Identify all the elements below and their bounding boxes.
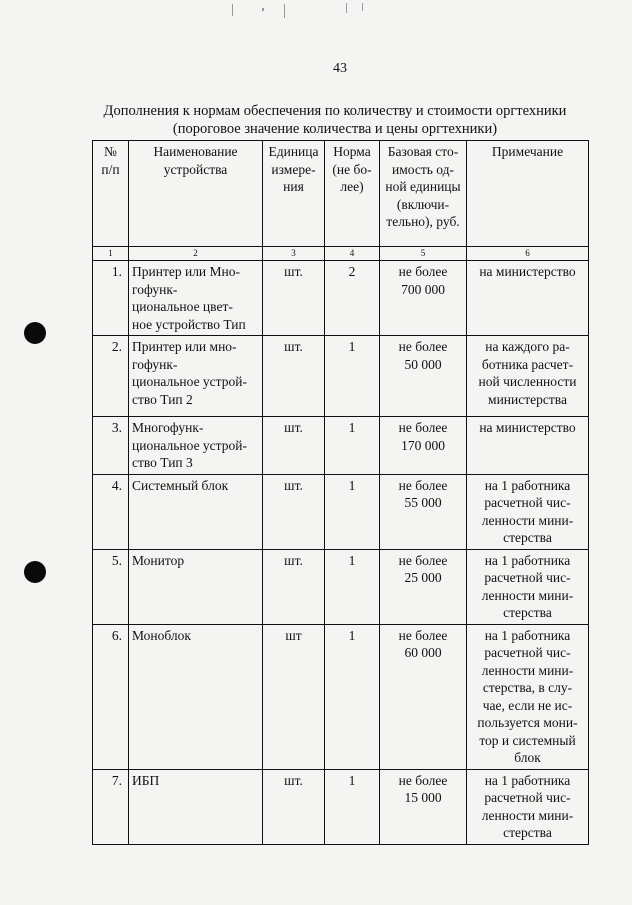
- norm-cell: 1: [325, 417, 380, 475]
- price-cell: не более 55 000: [380, 474, 467, 549]
- column-number-row: [93, 247, 589, 261]
- unit-cell: шт.: [263, 549, 325, 624]
- note-cell: на 1 работника расчетной чис- ленности мини- стерства: [467, 549, 589, 624]
- scan-mark: [362, 3, 363, 11]
- device-name: Принтер или Мно- гофунк- циональное цвет- ное устройство Тип: [129, 261, 263, 336]
- header-row: [93, 141, 589, 247]
- scan-mark: [284, 4, 285, 18]
- device-name: ИБП: [129, 769, 263, 844]
- column-number: 2: [129, 247, 263, 261]
- table-row: [93, 624, 589, 769]
- row-number: 5.: [93, 549, 129, 624]
- page-number: 43: [333, 61, 347, 76]
- table-row: [93, 336, 589, 417]
- punch-hole: [24, 561, 46, 583]
- row-number: 1.: [93, 261, 129, 336]
- unit-cell: шт.: [263, 769, 325, 844]
- device-name: Многофунк- циональное устрой- ство Тип 3: [129, 417, 263, 475]
- price-cell: не более 50 000: [380, 336, 467, 417]
- header-no: № п/п: [93, 141, 129, 247]
- row-number: 4.: [93, 474, 129, 549]
- price-cell: не более 700 000: [380, 261, 467, 336]
- column-number: 3: [263, 247, 325, 261]
- note-cell: на каждого ра- ботника расчет- ной численности министерства: [467, 336, 589, 417]
- norm-cell: 1: [325, 336, 380, 417]
- column-number: 5: [380, 247, 467, 261]
- note-cell: на 1 работника расчетной чис- ленности мини- стерства, в слу- чае, если не ис- пользуется мони- тор и системный блок: [467, 624, 589, 769]
- scan-mark: [262, 8, 264, 11]
- row-number: 7.: [93, 769, 129, 844]
- price-cell: не более 15 000: [380, 769, 467, 844]
- header-note: Примечание: [467, 141, 589, 247]
- row-number: 6.: [93, 624, 129, 769]
- device-name: Моноблок: [129, 624, 263, 769]
- column-number: 4: [325, 247, 380, 261]
- column-number: 1: [93, 247, 129, 261]
- header-price: Базовая сто- имость од- ной единицы (включи- тельно), руб.: [380, 141, 467, 247]
- punch-hole: [24, 322, 46, 344]
- norm-cell: 1: [325, 474, 380, 549]
- note-cell: на 1 работника расчетной чис- ленности мини- стерства: [467, 474, 589, 549]
- norm-cell: 2: [325, 261, 380, 336]
- note-cell: на министерство: [467, 417, 589, 475]
- document-title: [80, 102, 590, 138]
- title-line-1: Дополнения к нормам обеспечения по количеству и стоимости оргтехники: [103, 103, 567, 119]
- device-name: Принтер или мно- гофунк- циональное устрой- ство Тип 2: [129, 336, 263, 417]
- norm-cell: 1: [325, 549, 380, 624]
- unit-cell: шт: [263, 624, 325, 769]
- scan-mark: [232, 4, 233, 16]
- table-row: [93, 769, 589, 844]
- row-number: 2.: [93, 336, 129, 417]
- scan-mark: [346, 3, 347, 13]
- unit-cell: шт.: [263, 474, 325, 549]
- unit-cell: шт.: [263, 336, 325, 417]
- norm-cell: 1: [325, 624, 380, 769]
- column-number: 6: [467, 247, 589, 261]
- price-cell: не более 25 000: [380, 549, 467, 624]
- unit-cell: шт.: [263, 261, 325, 336]
- note-cell: на министерство: [467, 261, 589, 336]
- device-name: Системный блок: [129, 474, 263, 549]
- price-cell: не более 60 000: [380, 624, 467, 769]
- row-number: 3.: [93, 417, 129, 475]
- header-unit: Единица измере- ния: [263, 141, 325, 247]
- note-cell: на 1 работника расчетной чис- ленности мини- стерства: [467, 769, 589, 844]
- header-norm: Норма (не бо- лее): [325, 141, 380, 247]
- norms-table: [92, 140, 589, 845]
- unit-cell: шт.: [263, 417, 325, 475]
- table-row: [93, 549, 589, 624]
- table-row: [93, 261, 589, 336]
- device-name: Монитор: [129, 549, 263, 624]
- header-name: Наименование устройства: [129, 141, 263, 247]
- title-line-2: (пороговое значение количества и цены оргтехники): [172, 121, 498, 137]
- table-row: [93, 417, 589, 475]
- price-cell: не более 170 000: [380, 417, 467, 475]
- norm-cell: 1: [325, 769, 380, 844]
- table-row: [93, 474, 589, 549]
